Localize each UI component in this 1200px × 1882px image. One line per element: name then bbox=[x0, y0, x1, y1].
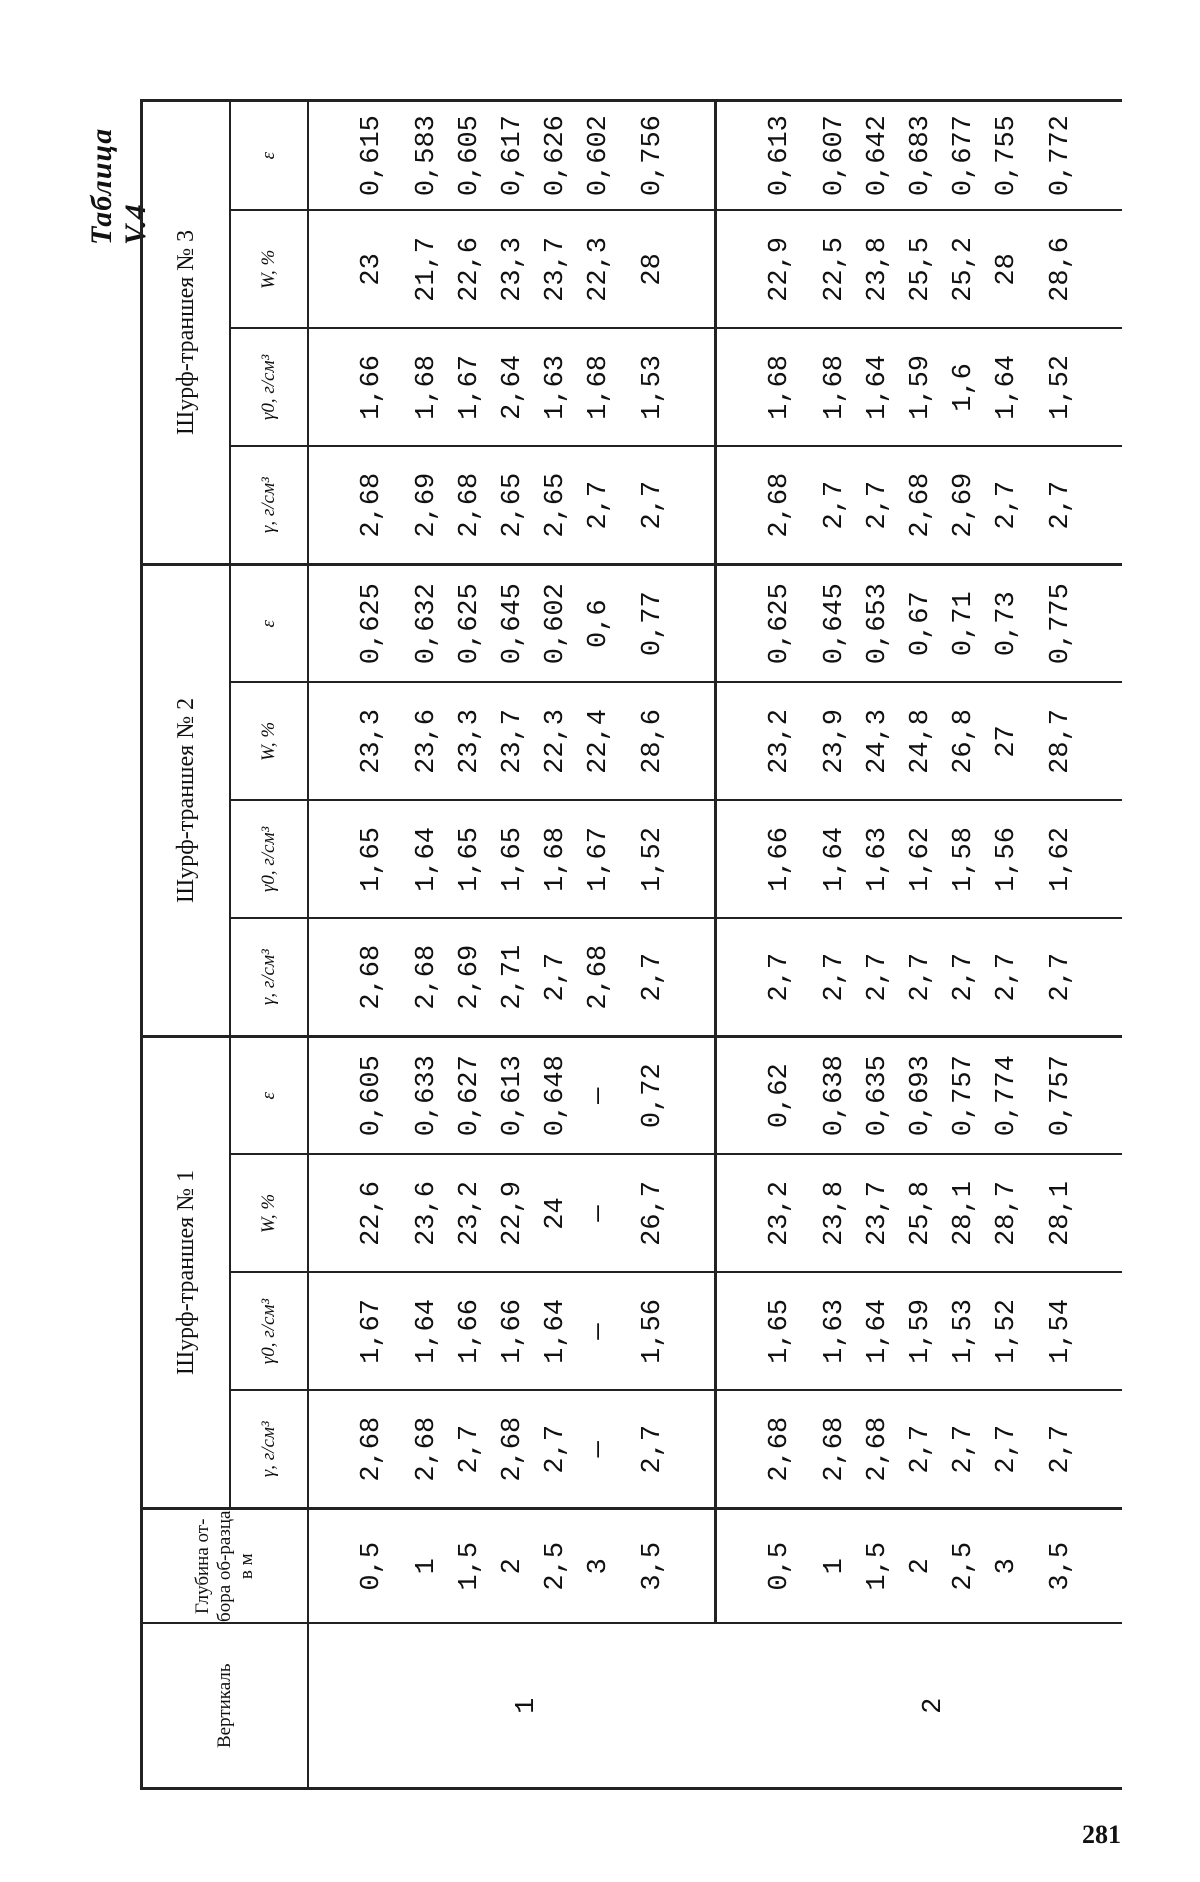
value-cell: 2,7 bbox=[985, 446, 1028, 564]
vertical-label: 2 bbox=[716, 1624, 1123, 1789]
soil-properties-table bbox=[140, 99, 1122, 1790]
value-cell: 0,607 bbox=[813, 100, 856, 210]
subheader-gamma0: γ0, г/см³ bbox=[230, 328, 308, 446]
depth-cell: 1 bbox=[405, 1509, 448, 1624]
value-cell: 0,775 bbox=[1028, 564, 1122, 682]
value-cell: 1,63 bbox=[534, 328, 577, 446]
value-cell: 0,645 bbox=[813, 564, 856, 682]
value-cell: 26,7 bbox=[620, 1155, 716, 1273]
table-row bbox=[1028, 100, 1122, 1788]
value-cell: 2,68 bbox=[716, 1391, 814, 1509]
value-cell: 25,5 bbox=[899, 210, 942, 328]
table-body bbox=[308, 100, 1122, 1788]
value-cell: 0,613 bbox=[491, 1036, 534, 1154]
value-cell: 1,68 bbox=[813, 328, 856, 446]
value-cell: 2,7 bbox=[577, 446, 620, 564]
value-cell: 2,7 bbox=[813, 918, 856, 1036]
value-cell: 0,774 bbox=[985, 1036, 1028, 1154]
vertical-label: 1 bbox=[308, 1624, 716, 1789]
subheader-moisture: W, % bbox=[230, 210, 308, 328]
subheader-gamma: γ, г/см³ bbox=[230, 918, 308, 1036]
table-row bbox=[942, 100, 985, 1788]
value-cell: 0,617 bbox=[491, 100, 534, 210]
value-cell: 0,615 bbox=[308, 100, 405, 210]
value-cell: 0,67 bbox=[899, 564, 942, 682]
value-cell: 0,638 bbox=[813, 1036, 856, 1154]
value-cell: 2,7 bbox=[856, 918, 899, 1036]
value-cell: 1,66 bbox=[308, 328, 405, 446]
value-cell: 2,65 bbox=[491, 446, 534, 564]
depth-cell: 1,5 bbox=[448, 1509, 491, 1624]
value-cell: 2,68 bbox=[448, 446, 491, 564]
value-cell: 0,755 bbox=[985, 100, 1028, 210]
value-cell: 1,67 bbox=[308, 1273, 405, 1391]
table-row bbox=[448, 100, 491, 1788]
value-cell: 1,68 bbox=[577, 328, 620, 446]
value-cell: 2,7 bbox=[899, 1391, 942, 1509]
value-cell: 23 bbox=[308, 210, 405, 328]
table-row bbox=[899, 100, 942, 1788]
value-cell: 1,67 bbox=[448, 328, 491, 446]
header-vertical: Вертикаль bbox=[142, 1624, 309, 1789]
value-cell: 2,68 bbox=[308, 918, 405, 1036]
value-cell: 0,757 bbox=[1028, 1036, 1122, 1154]
value-cell: 1,64 bbox=[856, 1273, 899, 1391]
value-cell: 2,7 bbox=[534, 918, 577, 1036]
value-cell: 23,3 bbox=[308, 682, 405, 800]
depth-cell: 2,5 bbox=[534, 1509, 577, 1624]
value-cell: 0,62 bbox=[716, 1036, 814, 1154]
table-row bbox=[985, 100, 1028, 1788]
subheader-gamma0: γ0, г/см³ bbox=[230, 800, 308, 918]
value-cell: 23,2 bbox=[716, 1155, 814, 1273]
value-cell: 1,64 bbox=[985, 328, 1028, 446]
value-cell: 0,626 bbox=[534, 100, 577, 210]
value-cell: 2,7 bbox=[1028, 1391, 1122, 1509]
value-cell: 1,66 bbox=[716, 800, 814, 918]
value-cell: 2,7 bbox=[716, 918, 814, 1036]
value-cell: 28,1 bbox=[1028, 1155, 1122, 1273]
value-cell: 23,7 bbox=[856, 1155, 899, 1273]
value-cell: 2,68 bbox=[577, 918, 620, 1036]
subheader-void-ratio: ε bbox=[230, 1036, 308, 1154]
value-cell: 22,3 bbox=[534, 682, 577, 800]
value-cell: 23,8 bbox=[813, 1155, 856, 1273]
value-cell: 1,63 bbox=[813, 1273, 856, 1391]
value-cell: 23,3 bbox=[491, 210, 534, 328]
value-cell: 2,69 bbox=[448, 918, 491, 1036]
value-cell: 2,68 bbox=[491, 1391, 534, 1509]
value-cell: 2,68 bbox=[308, 446, 405, 564]
value-cell: 1,52 bbox=[1028, 328, 1122, 446]
value-cell: 0,772 bbox=[1028, 100, 1122, 210]
table-row bbox=[308, 100, 405, 1788]
value-cell: 1,53 bbox=[620, 328, 716, 446]
value-cell: 1,65 bbox=[308, 800, 405, 918]
value-cell: 1,65 bbox=[448, 800, 491, 918]
value-cell: 27 bbox=[985, 682, 1028, 800]
value-cell: 1,65 bbox=[491, 800, 534, 918]
value-cell: 25,2 bbox=[942, 210, 985, 328]
subheader-gamma: γ, г/см³ bbox=[230, 1391, 308, 1509]
depth-cell: 0,5 bbox=[308, 1509, 405, 1624]
table-row bbox=[620, 100, 716, 1788]
table-row bbox=[534, 100, 577, 1788]
value-cell: 1,64 bbox=[856, 328, 899, 446]
value-cell: 1,64 bbox=[405, 1273, 448, 1391]
value-cell: 22,4 bbox=[577, 682, 620, 800]
value-cell: 23,2 bbox=[716, 682, 814, 800]
table-title: Таблица V.4 bbox=[85, 127, 152, 245]
value-cell: 2,7 bbox=[942, 918, 985, 1036]
depth-cell: 3,5 bbox=[1028, 1509, 1122, 1624]
header-group-3: Шурф-траншея № 3 bbox=[142, 100, 231, 564]
value-cell: 0,602 bbox=[534, 564, 577, 682]
value-cell: 2,71 bbox=[491, 918, 534, 1036]
depth-cell: 0,5 bbox=[716, 1509, 814, 1624]
value-cell: 2,7 bbox=[1028, 446, 1122, 564]
value-cell: 23,6 bbox=[405, 682, 448, 800]
subheader-void-ratio: ε bbox=[230, 564, 308, 682]
value-cell: 2,68 bbox=[405, 918, 448, 1036]
value-cell: 23,2 bbox=[448, 1155, 491, 1273]
depth-cell: 3,5 bbox=[620, 1509, 716, 1624]
depth-cell: 3 bbox=[577, 1509, 620, 1624]
value-cell: 2,64 bbox=[491, 328, 534, 446]
value-cell: 1,59 bbox=[899, 1273, 942, 1391]
value-cell: 1,53 bbox=[942, 1273, 985, 1391]
subheader-gamma: γ, г/см³ bbox=[230, 446, 308, 564]
value-cell: 0,71 bbox=[942, 564, 985, 682]
value-cell: 0,625 bbox=[308, 564, 405, 682]
value-cell: 26,8 bbox=[942, 682, 985, 800]
value-cell: 1,56 bbox=[620, 1273, 716, 1391]
value-cell: 1,56 bbox=[985, 800, 1028, 918]
value-cell: 0,625 bbox=[716, 564, 814, 682]
value-cell: — bbox=[577, 1391, 620, 1509]
value-cell: 28,7 bbox=[1028, 682, 1122, 800]
value-cell: 24,3 bbox=[856, 682, 899, 800]
value-cell: 1,6 bbox=[942, 328, 985, 446]
value-cell: 1,63 bbox=[856, 800, 899, 918]
value-cell: 28,7 bbox=[985, 1155, 1028, 1273]
value-cell: 0,613 bbox=[716, 100, 814, 210]
value-cell: 0,627 bbox=[448, 1036, 491, 1154]
value-cell: 0,73 bbox=[985, 564, 1028, 682]
value-cell: 0,756 bbox=[620, 100, 716, 210]
value-cell: 21,7 bbox=[405, 210, 448, 328]
value-cell: 2,7 bbox=[448, 1391, 491, 1509]
value-cell: 24,8 bbox=[899, 682, 942, 800]
table-row bbox=[577, 100, 620, 1788]
value-cell: 0,633 bbox=[405, 1036, 448, 1154]
value-cell: 2,7 bbox=[620, 918, 716, 1036]
table-row bbox=[856, 100, 899, 1788]
table-row bbox=[716, 100, 814, 1788]
header-group-1: Шурф-траншея № 1 bbox=[142, 1036, 231, 1508]
value-cell: 1,62 bbox=[1028, 800, 1122, 918]
value-cell: 0,77 bbox=[620, 564, 716, 682]
value-cell: 0,645 bbox=[491, 564, 534, 682]
value-cell: 22,3 bbox=[577, 210, 620, 328]
value-cell: 2,7 bbox=[620, 446, 716, 564]
table-row bbox=[405, 100, 448, 1788]
value-cell: 1,54 bbox=[1028, 1273, 1122, 1391]
value-cell: 23,3 bbox=[448, 682, 491, 800]
value-cell: — bbox=[577, 1273, 620, 1391]
depth-cell: 2 bbox=[899, 1509, 942, 1624]
depth-cell: 2,5 bbox=[942, 1509, 985, 1624]
value-cell: 25,8 bbox=[899, 1155, 942, 1273]
value-cell: 2,68 bbox=[813, 1391, 856, 1509]
value-cell: — bbox=[577, 1036, 620, 1154]
value-cell: 28,6 bbox=[1028, 210, 1122, 328]
value-cell: 22,6 bbox=[308, 1155, 405, 1273]
value-cell: 24 bbox=[534, 1155, 577, 1273]
value-cell: 0,642 bbox=[856, 100, 899, 210]
value-cell: 0,583 bbox=[405, 100, 448, 210]
value-cell: 2,7 bbox=[856, 446, 899, 564]
value-cell: 2,68 bbox=[405, 1391, 448, 1509]
value-cell: 1,62 bbox=[899, 800, 942, 918]
value-cell: 2,7 bbox=[942, 1391, 985, 1509]
value-cell: 1,52 bbox=[985, 1273, 1028, 1391]
value-cell: 23,8 bbox=[856, 210, 899, 328]
value-cell: 0,625 bbox=[448, 564, 491, 682]
value-cell: 22,9 bbox=[491, 1155, 534, 1273]
header-group-2: Шурф-траншея № 2 bbox=[142, 564, 231, 1036]
value-cell: 23,7 bbox=[534, 210, 577, 328]
value-cell: — bbox=[577, 1155, 620, 1273]
rotated-table-container bbox=[85, 100, 1120, 1790]
value-cell: 2,7 bbox=[620, 1391, 716, 1509]
value-cell: 1,52 bbox=[620, 800, 716, 918]
value-cell: 0,757 bbox=[942, 1036, 985, 1154]
depth-cell: 1,5 bbox=[856, 1509, 899, 1624]
value-cell: 0,693 bbox=[899, 1036, 942, 1154]
value-cell: 1,64 bbox=[405, 800, 448, 918]
value-cell: 0,6 bbox=[577, 564, 620, 682]
value-cell: 2,7 bbox=[985, 1391, 1028, 1509]
depth-cell: 2 bbox=[491, 1509, 534, 1624]
value-cell: 1,64 bbox=[534, 1273, 577, 1391]
value-cell: 1,59 bbox=[899, 328, 942, 446]
depth-cell: 1 bbox=[813, 1509, 856, 1624]
value-cell: 0,635 bbox=[856, 1036, 899, 1154]
value-cell: 1,66 bbox=[491, 1273, 534, 1391]
value-cell: 28 bbox=[985, 210, 1028, 328]
value-cell: 2,7 bbox=[899, 918, 942, 1036]
value-cell: 28,6 bbox=[620, 682, 716, 800]
subheader-moisture: W, % bbox=[230, 682, 308, 800]
table-row bbox=[813, 100, 856, 1788]
value-cell: 1,64 bbox=[813, 800, 856, 918]
page-number: 281 bbox=[1082, 1820, 1121, 1849]
subheader-gamma0: γ0, г/см³ bbox=[230, 1273, 308, 1391]
value-cell: 1,68 bbox=[534, 800, 577, 918]
value-cell: 0,683 bbox=[899, 100, 942, 210]
value-cell: 0,72 bbox=[620, 1036, 716, 1154]
depth-cell: 3 bbox=[985, 1509, 1028, 1624]
value-cell: 0,632 bbox=[405, 564, 448, 682]
value-cell: 1,68 bbox=[405, 328, 448, 446]
value-cell: 0,648 bbox=[534, 1036, 577, 1154]
value-cell: 0,605 bbox=[448, 100, 491, 210]
value-cell: 2,68 bbox=[899, 446, 942, 564]
value-cell: 0,677 bbox=[942, 100, 985, 210]
value-cell: 23,9 bbox=[813, 682, 856, 800]
value-cell: 2,7 bbox=[1028, 918, 1122, 1036]
value-cell: 2,69 bbox=[942, 446, 985, 564]
value-cell: 2,7 bbox=[813, 446, 856, 564]
value-cell: 1,67 bbox=[577, 800, 620, 918]
value-cell: 0,653 bbox=[856, 564, 899, 682]
subheader-moisture: W, % bbox=[230, 1155, 308, 1273]
value-cell: 22,6 bbox=[448, 210, 491, 328]
value-cell: 2,68 bbox=[308, 1391, 405, 1509]
value-cell: 2,69 bbox=[405, 446, 448, 564]
value-cell: 2,65 bbox=[534, 446, 577, 564]
value-cell: 1,58 bbox=[942, 800, 985, 918]
value-cell: 2,7 bbox=[534, 1391, 577, 1509]
value-cell: 2,68 bbox=[856, 1391, 899, 1509]
table-row bbox=[491, 100, 534, 1788]
value-cell: 22,5 bbox=[813, 210, 856, 328]
value-cell: 0,605 bbox=[308, 1036, 405, 1154]
value-cell: 28,1 bbox=[942, 1155, 985, 1273]
value-cell: 1,68 bbox=[716, 328, 814, 446]
value-cell: 23,7 bbox=[491, 682, 534, 800]
value-cell: 23,6 bbox=[405, 1155, 448, 1273]
value-cell: 0,602 bbox=[577, 100, 620, 210]
subheader-void-ratio: ε bbox=[230, 100, 308, 210]
value-cell: 2,68 bbox=[716, 446, 814, 564]
value-cell: 1,66 bbox=[448, 1273, 491, 1391]
value-cell: 2,7 bbox=[985, 918, 1028, 1036]
value-cell: 28 bbox=[620, 210, 716, 328]
header-depth: Глубина от-бора об-разца в м bbox=[142, 1509, 309, 1624]
value-cell: 1,65 bbox=[716, 1273, 814, 1391]
value-cell: 22,9 bbox=[716, 210, 814, 328]
